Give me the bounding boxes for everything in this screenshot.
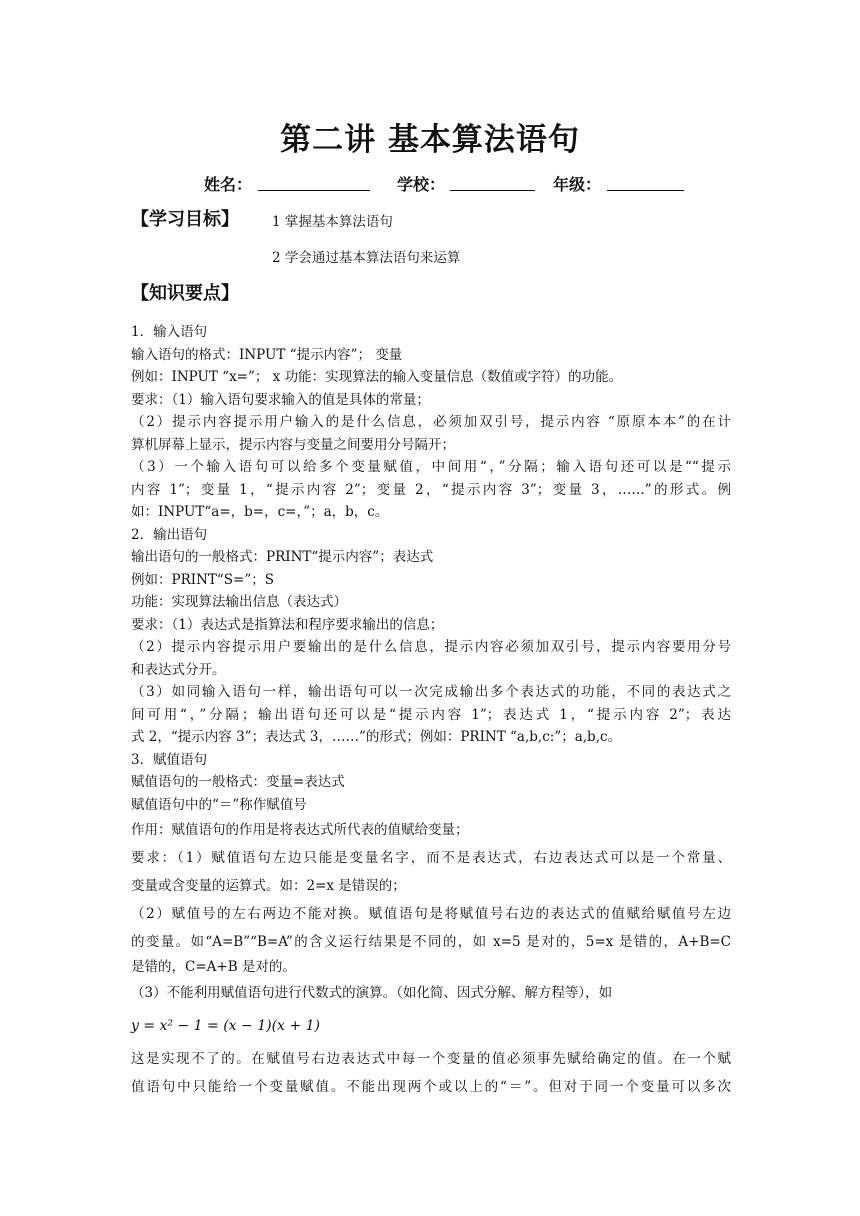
text-line: 要求：（1）表达式是指算法和程序要求输出的信息； xyxy=(131,616,444,633)
learning-goals-header: 【学习目标】 xyxy=(131,209,239,230)
math-formula: y = x² − 1 = (x − 1)(x + 1) xyxy=(131,1017,320,1034)
text-line: 式 2，“提示内容 3”；表达式 3，……”的形式；例如：PRINT “a,b,c:”；a,b,c。 xyxy=(131,729,622,745)
school-label: 学校： xyxy=(397,175,446,194)
text-line: 要求：（1）输入语句要求输入的值是具体的常量； xyxy=(131,391,430,408)
section-heading: 1．输入语句 xyxy=(131,324,208,340)
text-line: 赋值语句中的“＝”称作赋值号 xyxy=(131,796,307,813)
goal-item: 1 掌握基本算法语句 xyxy=(272,214,393,230)
goal-item: 2 学会通过基本算法语句来运算 xyxy=(272,250,461,266)
section-heading: 2．输出语句 xyxy=(131,526,208,543)
text-line: 输出语句的一般格式：PRINT“提示内容”；表达式 xyxy=(131,549,434,565)
text-line: （2）提示内容提示用户输入的是什么信息，必须加双引号，提示内容 “原原本本”的在计 xyxy=(131,414,731,430)
text-line: 这是实现不了的。在赋值号右边表达式中每一个变量的值必须事先赋给确定的值。在一个赋 xyxy=(131,1050,731,1067)
grade-blank[interactable] xyxy=(607,190,684,191)
text-line: 值语句中只能给一个变量赋值。不能出现两个或以上的“＝”。但对于同一个变量可以多次 xyxy=(131,1078,731,1095)
text-line: 间可用“，”分隔；输出语句还可以是“提示内容 1”；表达式 1，“提示内容 2”；表达 xyxy=(131,706,731,723)
section-heading: 3．赋值语句 xyxy=(131,751,208,768)
text-line: 算机屏幕上显示，提示内容与变量之间要用分号隔开； xyxy=(131,436,455,453)
text-line: 内容 1”；变量 1，“提示内容 2”；变量 2，“提示内容 3”；变量 3，……”的形式。例 xyxy=(131,481,731,498)
grade-label: 年级： xyxy=(553,175,602,194)
text-line: （2）提示内容提示用户要输出的是什么信息，提示内容必须加双引号，提示内容要用分号 xyxy=(131,639,731,655)
text-line: 输入语句的格式：INPUT “提示内容”； 变量 xyxy=(131,346,403,363)
text-line: 如：INPUT“a=，b=，c=，”；a，b，c。 xyxy=(131,504,389,520)
student-info-row xyxy=(0,172,860,198)
text-line: 作用：赋值语句的作用是将表达式所代表的值赋给变量； xyxy=(131,822,469,838)
text-line: （2）赋值号的左右两边不能对换。赋值语句是将赋值号右边的表达式的值赋给赋值号左边 xyxy=(131,906,731,922)
page-title: 第二讲 基本算法语句 xyxy=(280,122,580,158)
name-blank[interactable] xyxy=(258,190,370,191)
text-line: （3）不能利用赋值语句进行代数式的演算。（如化简、因式分解、解方程等），如 xyxy=(131,984,613,1001)
text-line: 例如：PRINT“S=”；S xyxy=(131,571,275,588)
text-line: 例如：INPUT “x=”； x 功能：实现算法的输入变量信息（数值或字符）的功能。 xyxy=(131,369,623,385)
knowledge-body xyxy=(131,321,731,1101)
text-line: （3）一个输入语句可以给多个变量赋值，中间用“，”分隔；输入语句还可以是““提示 xyxy=(131,459,731,475)
text-line: 功能：实现算法输出信息（表达式） xyxy=(131,594,347,610)
knowledge-points-header: 【知识要点】 xyxy=(131,283,239,304)
text-line: 要求：（1）赋值语句左边只能是变量名字，而不是表达式，右边表达式可以是一个常量、 xyxy=(131,850,731,866)
text-line: （3）如同输入语句一样，输出语句可以一次完成输出多个表达式的功能，不同的表达式之 xyxy=(131,684,731,700)
text-line: 的变量。如“A=B”“B=A”的含义运行结果是不同的，如 x=5 是对的，5=x 是错的，A+B=C xyxy=(131,934,731,950)
text-line: 是错的，C=A+B 是对的。 xyxy=(131,959,296,975)
text-line: 和表达式分开。 xyxy=(131,661,226,678)
name-label: 姓名： xyxy=(204,175,253,194)
school-blank[interactable] xyxy=(450,190,535,191)
text-line: 变量或含变量的运算式。如：2=x 是错误的； xyxy=(131,878,406,894)
text-line: 赋值语句的一般格式：变量=表达式 xyxy=(131,774,345,790)
